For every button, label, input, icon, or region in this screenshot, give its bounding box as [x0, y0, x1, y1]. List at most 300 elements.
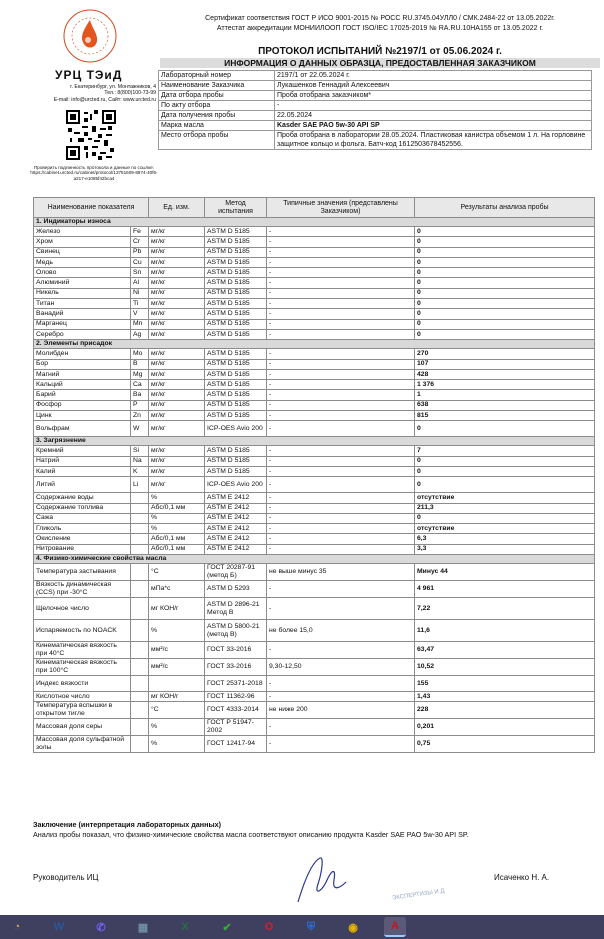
element-symbol: Ni [131, 288, 149, 298]
typical-value: - [267, 736, 415, 753]
param-name: Окисление [34, 534, 131, 544]
test-method: ASTM D 5185 [205, 288, 267, 298]
typical-value: - [267, 642, 415, 659]
table-row [34, 642, 595, 659]
info-row [159, 71, 592, 81]
col-header-result: Результаты анализа пробы [415, 198, 595, 218]
result-value: 0,75 [415, 736, 595, 753]
unit: мг/кг [149, 411, 205, 421]
unit: Абс/0,1 мм [149, 503, 205, 513]
windows-security-icon[interactable]: ⛨ [306, 920, 316, 933]
element-symbol [131, 581, 149, 598]
unit: мг/кг [149, 257, 205, 267]
test-method: ГОСТ 20287-91 (метод Б) [205, 564, 267, 581]
info-row [159, 81, 592, 91]
result-value: 0 [415, 237, 595, 247]
param-name: Цинк [34, 411, 131, 421]
unit: мг/кг [149, 268, 205, 278]
result-value: 211,3 [415, 503, 595, 513]
element-symbol: Cr [131, 237, 149, 247]
param-name: Хром [34, 237, 131, 247]
result-value: 0 [415, 309, 595, 319]
unit: % [149, 493, 205, 503]
result-value: 228 [415, 702, 595, 719]
element-symbol [131, 544, 149, 554]
element-symbol: Mn [131, 319, 149, 329]
qr-code-icon[interactable] [66, 110, 116, 160]
app-icon-partial[interactable]: ◔ [13, 921, 21, 933]
result-value: 0 [415, 288, 595, 298]
typical-value: - [267, 524, 415, 534]
table-row [34, 288, 595, 298]
typical-value: - [267, 456, 415, 466]
test-method: ASTM E 2412 [205, 524, 267, 534]
typical-value: - [267, 400, 415, 410]
info-row [159, 111, 592, 121]
param-name: Калий [34, 466, 131, 476]
result-value: 0 [415, 268, 595, 278]
unit: мг/кг [149, 349, 205, 359]
element-symbol: Si [131, 446, 149, 456]
param-name: Серебро [34, 329, 131, 339]
table-row [34, 477, 595, 493]
info-key: Марка масла [159, 121, 275, 131]
info-key: Место отбора пробы [159, 131, 275, 150]
info-value: - [275, 101, 592, 111]
taskbar [0, 915, 604, 939]
table-row [34, 581, 595, 598]
result-value: 270 [415, 349, 595, 359]
typical-value: - [267, 692, 415, 702]
unit: мг КОН/г [149, 692, 205, 702]
unit: мг/кг [149, 477, 205, 493]
test-method: ASTM D 5185 [205, 359, 267, 369]
unit: мг/кг [149, 466, 205, 476]
test-method: ASTM D 5185 [205, 257, 267, 267]
param-name: Кинематическая вязкость при 100°С [34, 659, 131, 676]
result-value: 0 [415, 456, 595, 466]
info-row [159, 131, 592, 150]
element-symbol [131, 659, 149, 676]
typical-value: - [267, 719, 415, 736]
element-symbol [131, 524, 149, 534]
result-value: 1,43 [415, 692, 595, 702]
test-method: ASTM D 5185 [205, 227, 267, 237]
param-name: Сажа [34, 513, 131, 523]
unit: Абс/0,1 мм [149, 544, 205, 554]
typical-value: - [267, 278, 415, 288]
unit: мг/кг [149, 288, 205, 298]
unit: мг/кг [149, 227, 205, 237]
test-method: ASTM E 2412 [205, 513, 267, 523]
typical-value: - [267, 359, 415, 369]
unit: мг/кг [149, 421, 205, 437]
typical-value: - [267, 503, 415, 513]
unit: % [149, 524, 205, 534]
test-method: ASTM D 5185 [205, 237, 267, 247]
handwritten-signature [292, 852, 352, 908]
unit: мм²/с [149, 642, 205, 659]
result-value: 155 [415, 676, 595, 692]
info-value: Kasder SAE PAO 5w-30 API SP [275, 121, 592, 131]
test-method: ASTM D 5293 [205, 581, 267, 598]
element-symbol [131, 719, 149, 736]
info-key: Лабораторный номер [159, 71, 275, 81]
element-symbol: W [131, 421, 149, 437]
section-title: 2. Элементы присадок [34, 340, 595, 349]
certificate-info [160, 14, 600, 34]
element-symbol [131, 642, 149, 659]
table-row [34, 719, 595, 736]
test-method: ASTM D 5185 [205, 299, 267, 309]
typical-value: - [267, 513, 415, 523]
typical-value: - [267, 676, 415, 692]
element-symbol [131, 513, 149, 523]
result-value: 1 [415, 390, 595, 400]
param-name: Алюминий [34, 278, 131, 288]
signatory-name: Исаченко Н. А. [494, 873, 550, 882]
param-name: Вязкость динамическая (CCS) при -30°С [34, 581, 131, 598]
result-value: 0 [415, 227, 595, 237]
info-value: Проба отобрана заказчиком* [275, 91, 592, 101]
result-value: 63,47 [415, 642, 595, 659]
test-method: ГОСТ 25371-2018 [205, 676, 267, 692]
section-row [34, 437, 595, 446]
table-row [34, 369, 595, 379]
param-name: Щелочное число [34, 598, 131, 620]
section-title: 4. Физико-химические свойства масла [34, 555, 595, 564]
sample-info-table [158, 70, 592, 150]
element-symbol: Mg [131, 369, 149, 379]
element-symbol: Li [131, 477, 149, 493]
element-symbol [131, 702, 149, 719]
test-method: ГОСТ Р 51947-2002 [205, 719, 267, 736]
table-row [34, 278, 595, 288]
unit: мг/кг [149, 380, 205, 390]
test-method: ГОСТ 33-2016 [205, 642, 267, 659]
col-header-method: Метод испытания [205, 198, 267, 218]
col-header-typical: Типичные значения (представлены Заказчиком) [267, 198, 415, 218]
unit: % [149, 620, 205, 642]
test-method: ASTM D 5185 [205, 369, 267, 379]
unit: % [149, 719, 205, 736]
result-value: 0 [415, 299, 595, 309]
test-method: ASTM D 5185 [205, 456, 267, 466]
typical-value: не более 15,0 [267, 620, 415, 642]
test-method: ASTM D 5185 [205, 329, 267, 339]
test-method: ГОСТ 4333-2014 [205, 702, 267, 719]
table-row [34, 544, 595, 554]
param-name: Олово [34, 268, 131, 278]
typical-value: - [267, 390, 415, 400]
test-method: ASTM D 5185 [205, 309, 267, 319]
info-key: Дата получения пробы [159, 111, 275, 121]
table-row [34, 299, 595, 309]
table-row [34, 503, 595, 513]
element-symbol: Ti [131, 299, 149, 309]
col-header-unit: Ед. изм. [149, 198, 205, 218]
typical-value: - [267, 257, 415, 267]
param-name: Кальций [34, 380, 131, 390]
param-name: Гликоль [34, 524, 131, 534]
unit: мПа*с [149, 581, 205, 598]
param-name: Индекс вязкости [34, 676, 131, 692]
param-name: Никель [34, 288, 131, 298]
param-name: Массовая доля сульфатной золы [34, 736, 131, 753]
typical-value: - [267, 369, 415, 379]
typical-value: - [267, 446, 415, 456]
test-method: ASTM D 5185 [205, 380, 267, 390]
phone-line: Тел.: 8(800)100-73-99 [104, 90, 156, 97]
test-method: ASTM D 5800-21 (метод В) [205, 620, 267, 642]
table-row [34, 359, 595, 369]
unit: мг/кг [149, 299, 205, 309]
test-method: ASTM D 5185 [205, 278, 267, 288]
unit: °С [149, 702, 205, 719]
calculator-icon[interactable]: ▦ [137, 921, 149, 934]
info-key: Дата отбора пробы [159, 91, 275, 101]
typical-value: - [267, 493, 415, 503]
element-symbol: Ba [131, 390, 149, 400]
param-name: Кинематическая вязкость при 40°С [34, 642, 131, 659]
table-row [34, 692, 595, 702]
test-method: ASTM E 2412 [205, 493, 267, 503]
element-symbol: B [131, 359, 149, 369]
result-value: отсутствие [415, 524, 595, 534]
table-row [34, 380, 595, 390]
element-symbol [131, 493, 149, 503]
element-symbol [131, 676, 149, 692]
param-name: Натрий [34, 456, 131, 466]
typical-value: - [267, 421, 415, 437]
table-row [34, 534, 595, 544]
table-row [34, 524, 595, 534]
typical-value: 9,30-12,50 [267, 659, 415, 676]
table-row [34, 319, 595, 329]
excel-icon[interactable]: X [181, 921, 189, 933]
unit: % [149, 736, 205, 753]
element-symbol: P [131, 400, 149, 410]
word-icon[interactable]: W [53, 921, 65, 933]
test-method: ASTM D 5185 [205, 319, 267, 329]
element-symbol: Sn [131, 268, 149, 278]
result-value: 428 [415, 369, 595, 379]
unit: мг КОН/г [149, 598, 205, 620]
result-value: отсутствие [415, 493, 595, 503]
table-row [34, 247, 595, 257]
typical-value: - [267, 237, 415, 247]
unit: мг/кг [149, 278, 205, 288]
test-method: ASTM D 5185 [205, 349, 267, 359]
param-name: Бор [34, 359, 131, 369]
lab-logo-icon [62, 8, 118, 64]
unit: мг/кг [149, 359, 205, 369]
typical-value: не ниже 200 [267, 702, 415, 719]
param-name: Испаряемость по NOACK [34, 620, 131, 642]
result-value: 815 [415, 411, 595, 421]
stamp-fragment: ЭКСПЕРТИЗЫ И Д [391, 888, 445, 902]
element-symbol: Fe [131, 227, 149, 237]
unit: мг/кг [149, 247, 205, 257]
table-row [34, 620, 595, 642]
result-value: 0 [415, 247, 595, 257]
table-row [34, 466, 595, 476]
result-value: 107 [415, 359, 595, 369]
typical-value: - [267, 288, 415, 298]
info-row [159, 101, 592, 111]
viber-icon[interactable]: ✆ [96, 921, 106, 934]
element-symbol [131, 692, 149, 702]
param-name: Марганец [34, 319, 131, 329]
element-symbol [131, 503, 149, 513]
test-method: ASTM E 2412 [205, 503, 267, 513]
section-row [34, 555, 595, 564]
table-row [34, 456, 595, 466]
param-name: Температура вспышки в открытом тигле [34, 702, 131, 719]
param-name: Массовая доля серы [34, 719, 131, 736]
table-row [34, 257, 595, 267]
unit: мг/кг [149, 446, 205, 456]
element-symbol [131, 534, 149, 544]
typical-value: - [267, 598, 415, 620]
test-method: ASTM D 2896-21 Метод В [205, 598, 267, 620]
info-key: Наименование Заказчика [159, 81, 275, 91]
result-value: 0 [415, 477, 595, 493]
param-name: Ванадий [34, 309, 131, 319]
result-value: 0 [415, 278, 595, 288]
lab-logo-name: УРЦ ТЭиД [55, 68, 123, 82]
unit: мг/кг [149, 456, 205, 466]
typical-value: - [267, 299, 415, 309]
address-line: г. Екатеринбург, ул. Монтажников, 4 [70, 84, 156, 90]
result-value: 3,3 [415, 544, 595, 554]
table-row [34, 268, 595, 278]
info-key: По акту отбора [159, 101, 275, 111]
info-value: 22.05.2024 [275, 111, 592, 121]
test-method: ГОСТ 33-2016 [205, 659, 267, 676]
info-row [159, 91, 592, 101]
typical-value: - [267, 319, 415, 329]
param-name: Кислотное число [34, 692, 131, 702]
element-symbol: Pb [131, 247, 149, 257]
param-name: Нитрование [34, 544, 131, 554]
test-method: ГОСТ 11362-96 [205, 692, 267, 702]
table-row [34, 411, 595, 421]
param-name: Свинец [34, 247, 131, 257]
result-value: 6,3 [415, 534, 595, 544]
typical-value: - [267, 411, 415, 421]
chrome-icon[interactable]: ◉ [348, 921, 358, 934]
test-method: ASTM D 5185 [205, 400, 267, 410]
typical-value: - [267, 466, 415, 476]
test-method: ASTM D 5185 [205, 390, 267, 400]
param-name: Барий [34, 390, 131, 400]
unit: мг/кг [149, 400, 205, 410]
info-row [159, 121, 592, 131]
result-value: 638 [415, 400, 595, 410]
table-row [34, 736, 595, 753]
table-row [34, 598, 595, 620]
element-symbol: Ag [131, 329, 149, 339]
table-row [34, 400, 595, 410]
unit: % [149, 513, 205, 523]
param-name: Молибден [34, 349, 131, 359]
unit: мг/кг [149, 309, 205, 319]
accreditation-line: Аттестат аккредитации МОНИИЛООП ГОСТ ISO/IEC 17025-2019 № RA.RU.10HA155 от 13.05.2022 г. [216, 25, 544, 32]
info-value: 2197/1 от 22.05.2024 г. [275, 71, 592, 81]
table-row [34, 349, 595, 359]
unit: мг/кг [149, 319, 205, 329]
element-symbol: Mo [131, 349, 149, 359]
table-row [34, 421, 595, 437]
result-value: 0 [415, 421, 595, 437]
pdf-reader-icon[interactable]: A [384, 917, 406, 937]
param-name: Фосфор [34, 400, 131, 410]
table-row [34, 564, 595, 581]
typical-value: - [267, 227, 415, 237]
opera-icon[interactable]: O [264, 921, 274, 933]
element-symbol: K [131, 466, 149, 476]
table-row [34, 227, 595, 237]
element-symbol: Zn [131, 411, 149, 421]
shield-check-icon[interactable]: ✔ [222, 921, 232, 934]
section-title: 1. Индикаторы износа [34, 218, 595, 227]
element-symbol: Ca [131, 380, 149, 390]
typical-value: - [267, 544, 415, 554]
unit: мм²/с [149, 659, 205, 676]
signature-role: Руководитель ИЦ [33, 873, 99, 882]
table-row [34, 702, 595, 719]
param-name: Кремний [34, 446, 131, 456]
unit: Абс/0,1 мм [149, 534, 205, 544]
qr-verification-note: Проверить подлинность протокола и данные по ссылке: https://cabinet.urcted.ru/cabinet/protocol/13751609-8874-40f6-a217-e1085f42bca4 [30, 165, 158, 181]
section-title: 3. Загрязнение [34, 437, 595, 446]
lab-address [30, 84, 156, 103]
table-row [34, 446, 595, 456]
test-method: ICP-OES Avio 200 [205, 477, 267, 493]
unit: мг/кг [149, 237, 205, 247]
results-table-header [34, 198, 595, 218]
typical-value: - [267, 349, 415, 359]
test-method: ASTM E 2412 [205, 544, 267, 554]
element-symbol [131, 620, 149, 642]
element-symbol [131, 598, 149, 620]
test-method: ICP-OES Avio 200 [205, 421, 267, 437]
table-row [34, 493, 595, 503]
param-name: Медь [34, 257, 131, 267]
param-name: Температура застывания [34, 564, 131, 581]
table-row [34, 329, 595, 339]
test-method: ГОСТ 12417-94 [205, 736, 267, 753]
table-row [34, 513, 595, 523]
test-method: ASTM D 5185 [205, 446, 267, 456]
conclusion-title: Заключение (интерпретация лабораторных данных) [33, 820, 222, 829]
certificate-line: Сертификат соответствия ГОСТ Р ИСО 9001-2015 № РОСС RU.3745.04УЛЛ0 / СМК.2484-22 от 13.05.2022г. [205, 15, 555, 22]
typical-value: не выше минус 35 [267, 564, 415, 581]
param-name: Содержание топлива [34, 503, 131, 513]
element-symbol: V [131, 309, 149, 319]
result-value: 1 376 [415, 380, 595, 390]
param-name: Магний [34, 369, 131, 379]
test-method: ASTM D 5185 [205, 247, 267, 257]
param-name: Вольфрам [34, 421, 131, 437]
param-name: Содержание воды [34, 493, 131, 503]
result-value: 0 [415, 466, 595, 476]
typical-value: - [267, 309, 415, 319]
result-value: 0 [415, 329, 595, 339]
result-value: 0 [415, 319, 595, 329]
typical-value: - [267, 380, 415, 390]
